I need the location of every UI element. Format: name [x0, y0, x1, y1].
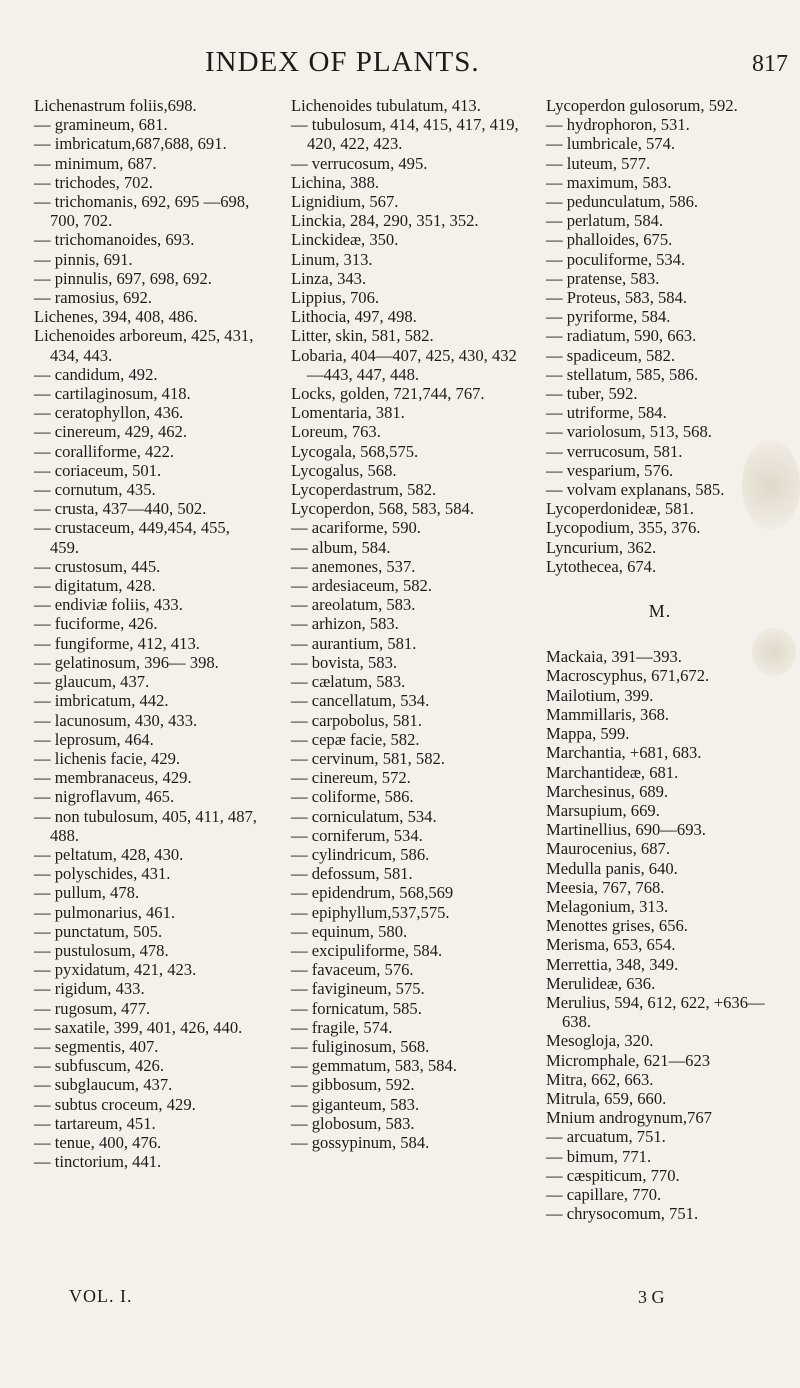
- index-entry: — cepæ facie, 582.: [291, 729, 420, 749]
- page-title: INDEX OF PLANTS.: [205, 46, 480, 78]
- index-entry: — pratense, 583.: [546, 268, 660, 288]
- index-entry: Lichina, 388.: [291, 172, 380, 192]
- index-entry: — tinctorium, 441.: [34, 1152, 162, 1172]
- index-entry: — segmentis, 407.: [34, 1036, 159, 1056]
- index-entry: — giganteum, 583.: [291, 1094, 420, 1114]
- index-entry: — globosum, 583.: [291, 1113, 415, 1133]
- page-number: 817: [752, 51, 788, 77]
- index-entry: — album, 584.: [291, 537, 391, 557]
- index-entry: — polyschides, 431.: [34, 864, 171, 884]
- index-entry: — utriforme, 584.: [546, 403, 667, 423]
- index-entry: Litter, skin, 581, 582.: [291, 326, 434, 346]
- index-entry: — spadiceum, 582.: [546, 345, 676, 365]
- index-entry: — trichomanoides, 693.: [34, 230, 195, 250]
- index-entry: Lichenoides tubulatum, 413.: [291, 96, 481, 115]
- index-entry: — gelatinosum, 396— 398.: [34, 652, 219, 672]
- index-entry: — pullum, 478.: [34, 883, 140, 903]
- index-entry: — tartareum, 451.: [34, 1113, 156, 1133]
- index-entry: — lichenis facie, 429.: [34, 748, 181, 768]
- index-entry: — nigroflavum, 465.: [34, 787, 175, 807]
- index-entry: Mitrula, 659, 660.: [546, 1088, 667, 1108]
- index-entry: — poculiforme, 534.: [546, 249, 686, 269]
- index-entry: — saxatile, 399, 401, 426, 440.: [34, 1017, 243, 1037]
- index-entry: — crustosum, 445.: [34, 556, 161, 576]
- index-entry: — favigineum, 575.: [291, 979, 425, 999]
- index-entry: — non tubulosum, 405, 411, 487, 488.: [34, 806, 257, 845]
- index-entry: — tenue, 400, 476.: [34, 1132, 162, 1152]
- index-entry: Mappa, 599.: [546, 724, 630, 744]
- index-entry: Marchantia, +681, 683.: [546, 743, 702, 763]
- index-entry: — minimum, 687.: [34, 153, 157, 173]
- index-entry: — lumbricale, 574.: [546, 134, 676, 154]
- index-entry: — fuciforme, 426.: [34, 614, 158, 634]
- index-entry: Mailotium, 399.: [546, 685, 654, 705]
- index-entry: Mitra, 662, 663.: [546, 1069, 654, 1089]
- index-entry: — phalloides, 675.: [546, 230, 673, 250]
- index-entry: — pyriforme, 584.: [546, 307, 671, 327]
- index-entry: — endiviæ foliis, 433.: [34, 595, 183, 615]
- index-entry: — gemmatum, 583, 584.: [291, 1056, 457, 1076]
- index-entry: — ramosius, 692.: [34, 288, 152, 308]
- index-entry: — gramineum, 681.: [34, 115, 168, 135]
- section-heading: M.: [648, 601, 672, 622]
- index-entry: — radiatum, 590, 663.: [546, 326, 697, 346]
- index-entry: Lichenastrum foliis,698.: [34, 96, 197, 115]
- index-entry: — defossum, 581.: [291, 864, 413, 884]
- index-entry: Lycoperdastrum, 582.: [291, 480, 437, 500]
- index-entry: — crustaceum, 449,454, 455, 459.: [34, 518, 230, 557]
- index-entry: Lippius, 706.: [291, 288, 380, 308]
- index-entry: Lobaria, 404—407, 425, 430, 432—443, 447, 448.: [291, 345, 517, 384]
- index-entry: Lycogala, 568,575.: [291, 441, 419, 461]
- index-entry: — leprosum, 464.: [34, 729, 154, 749]
- index-entry: Lycoperdonideæ, 581.: [546, 499, 694, 519]
- index-entry: Lyncurium, 362.: [546, 537, 657, 557]
- index-entry: — candidum, 492.: [34, 364, 158, 384]
- index-entry: Lycogalus, 568.: [291, 460, 397, 480]
- index-entry: — cornutum, 435.: [34, 480, 156, 500]
- index-entry: Lycoperdon gulosorum, 592.: [546, 96, 738, 115]
- index-entry: Linckideæ, 350.: [291, 230, 399, 250]
- index-entry: — rigidum, 433.: [34, 979, 145, 999]
- index-entry: — coliforme, 586.: [291, 787, 414, 807]
- index-entry: — capillare, 770.: [546, 1184, 662, 1204]
- index-entry: — acariforme, 590.: [291, 518, 421, 538]
- index-entry: — pedunculatum, 586.: [546, 192, 699, 212]
- index-entry: — punctatum, 505.: [34, 921, 163, 941]
- index-entry: Lignidium, 567.: [291, 192, 399, 212]
- index-entry: Marchesinus, 689.: [546, 781, 669, 801]
- index-entry: Linum, 313.: [291, 249, 373, 269]
- index-entry: Marsupium, 669.: [546, 800, 660, 820]
- index-column-1: [34, 96, 262, 1171]
- index-entry: — ardesiaceum, 582.: [291, 576, 432, 596]
- index-entry: Melagonium, 313.: [546, 896, 669, 916]
- index-entry: — aurantium, 581.: [291, 633, 417, 653]
- index-entry: — pyxidatum, 421, 423.: [34, 960, 197, 980]
- index-entry: — gossypinum, 584.: [291, 1132, 430, 1152]
- index-entry: — cartilaginosum, 418.: [34, 384, 191, 404]
- index-entry: Lomentaria, 381.: [291, 403, 405, 423]
- index-entry: — crusta, 437—440, 502.: [34, 499, 207, 519]
- index-entry: — pulmonarius, 461.: [34, 902, 176, 922]
- index-entry: — gibbosum, 592.: [291, 1075, 415, 1095]
- index-entry: — trichodes, 702.: [34, 172, 153, 192]
- index-entry: — coriaceum, 501.: [34, 460, 162, 480]
- index-entry: — imbricatum, 442.: [34, 691, 169, 711]
- index-entry: — volvam explanans, 585.: [546, 480, 725, 500]
- index-entry: — cæspiticum, 770.: [546, 1165, 680, 1185]
- index-entry: Lycoperdon, 568, 583, 584.: [291, 499, 474, 519]
- index-entry: Mackaia, 391—393.: [546, 647, 682, 667]
- index-entry: Mnium androgynum,767: [546, 1108, 712, 1128]
- index-entry: — pustulosum, 478.: [34, 940, 169, 960]
- index-entry: — corniculatum, 534.: [291, 806, 437, 826]
- index-entry: — vesparium, 576.: [546, 460, 674, 480]
- index-entry: Meesia, 767, 768.: [546, 877, 665, 897]
- index-entry: — bimum, 771.: [546, 1146, 652, 1166]
- index-entry: — equinum, 580.: [291, 921, 408, 941]
- index-entry: — favaceum, 576.: [291, 960, 414, 980]
- index-entry: — lacunosum, 430, 433.: [34, 710, 198, 730]
- index-entry: — pinnulis, 697, 698, 692.: [34, 268, 212, 288]
- index-entry: — fornicatum, 585.: [291, 998, 422, 1018]
- index-entry: — cinereum, 429, 462.: [34, 422, 187, 442]
- index-entry: — cælatum, 583.: [291, 672, 406, 692]
- index-entry: — imbricatum,687,688, 691.: [34, 134, 227, 154]
- index-entry: Linza, 343.: [291, 268, 367, 288]
- index-entry: Linckia, 284, 290, 351, 352.: [291, 211, 479, 231]
- index-entry: — fuliginosum, 568.: [291, 1036, 430, 1056]
- index-entry: — epidendrum, 568,569: [291, 883, 454, 903]
- index-entry: Medulla panis, 640.: [546, 858, 678, 878]
- index-entry: — subfuscum, 426.: [34, 1056, 164, 1076]
- index-entry: — stellatum, 585, 586.: [546, 364, 699, 384]
- index-entry: Lichenoides arboreum, 425, 431, 434, 443.: [34, 326, 254, 365]
- index-entry: — arcuatum, 751.: [546, 1127, 666, 1147]
- index-entry: Loreum, 763.: [291, 422, 381, 442]
- index-entry: — subglaucum, 437.: [34, 1075, 173, 1095]
- index-entry: — corniferum, 534.: [291, 825, 423, 845]
- index-entry: — anemones, 537.: [291, 556, 416, 576]
- index-entry: — tubulosum, 414, 415, 417, 419, 420, 422, 423.: [291, 115, 519, 154]
- signature-mark: 3 G: [638, 1287, 665, 1307]
- index-entry: — verrucosum, 495.: [291, 153, 428, 173]
- index-entry: Merulideæ, 636.: [546, 973, 656, 993]
- index-column-3: [546, 96, 774, 1223]
- index-entry: — excipuliforme, 584.: [291, 940, 443, 960]
- index-entry: Macroscyphus, 671,672.: [546, 666, 710, 686]
- index-entry: — ceratophyllon, 436.: [34, 403, 184, 423]
- index-entry: — areolatum, 583.: [291, 595, 416, 615]
- index-entry: Locks, golden, 721,744, 767.: [291, 384, 485, 404]
- index-entry: — fungiforme, 412, 413.: [34, 633, 200, 653]
- index-entry: — digitatum, 428.: [34, 576, 156, 596]
- index-entry: — peltatum, 428, 430.: [34, 844, 184, 864]
- index-entry: Lycopodium, 355, 376.: [546, 518, 701, 538]
- index-entry: — cylindricum, 586.: [291, 844, 430, 864]
- index-entry: Merisma, 653, 654.: [546, 935, 676, 955]
- index-entry: — pinnis, 691.: [34, 249, 133, 269]
- volume-label: VOL. I.: [69, 1286, 133, 1306]
- index-entry: — bovista, 583.: [291, 652, 398, 672]
- index-entry: — trichomanis, 692, 695 —698, 700, 702.: [34, 192, 250, 231]
- index-entry: — chrysocomum, 751.: [546, 1204, 699, 1224]
- index-entry: — luteum, 577.: [546, 153, 651, 173]
- index-entry: Lytothecea, 674.: [546, 556, 657, 576]
- index-entry: Maurocenius, 687.: [546, 839, 670, 859]
- index-entry: — Proteus, 583, 584.: [546, 288, 688, 308]
- index-entry: — fragile, 574.: [291, 1017, 393, 1037]
- index-entry: Merulius, 594, 612, 622, +636—638.: [546, 992, 765, 1032]
- index-entry: Merrettia, 348, 349.: [546, 954, 679, 974]
- index-entry: — carpobolus, 581.: [291, 710, 422, 730]
- index-entry: — coralliforme, 422.: [34, 441, 175, 461]
- index-entry: — perlatum, 584.: [546, 211, 664, 231]
- index-entry: — arhizon, 583.: [291, 614, 399, 634]
- index-entry: — epiphyllum,537,575.: [291, 902, 450, 922]
- index-entry: Lichenes, 394, 408, 486.: [34, 307, 198, 327]
- index-entry: Martinellius, 690—693.: [546, 820, 706, 840]
- index-entry: Mesogloja, 320.: [546, 1031, 654, 1051]
- page-header: [0, 46, 800, 86]
- index-entry: — verrucosum, 581.: [546, 441, 683, 461]
- index-entry: — variolosum, 513, 568.: [546, 422, 712, 442]
- index-entry: — cinereum, 572.: [291, 768, 411, 788]
- index-entry: — glaucum, 437.: [34, 672, 150, 692]
- index-entry: Micromphale, 621—623: [546, 1050, 711, 1070]
- index-entry: Mammillaris, 368.: [546, 704, 670, 724]
- index-entry: — maximum, 583.: [546, 172, 672, 192]
- index-entry: Marchantideæ, 681.: [546, 762, 679, 782]
- index-entry: — membranaceus, 429.: [34, 768, 192, 788]
- index-entry: — hydrophoron, 531.: [546, 115, 690, 135]
- index-entry: — rugosum, 477.: [34, 998, 151, 1018]
- index-entry: Lithocia, 497, 498.: [291, 307, 417, 327]
- index-entry: — subtus croceum, 429.: [34, 1094, 196, 1114]
- index-entry: Menottes grises, 656.: [546, 916, 688, 936]
- index-entry: — cervinum, 581, 582.: [291, 748, 445, 768]
- index-entry: — tuber, 592.: [546, 384, 638, 404]
- index-column-2: [291, 96, 519, 1152]
- index-entry: — cancellatum, 534.: [291, 691, 430, 711]
